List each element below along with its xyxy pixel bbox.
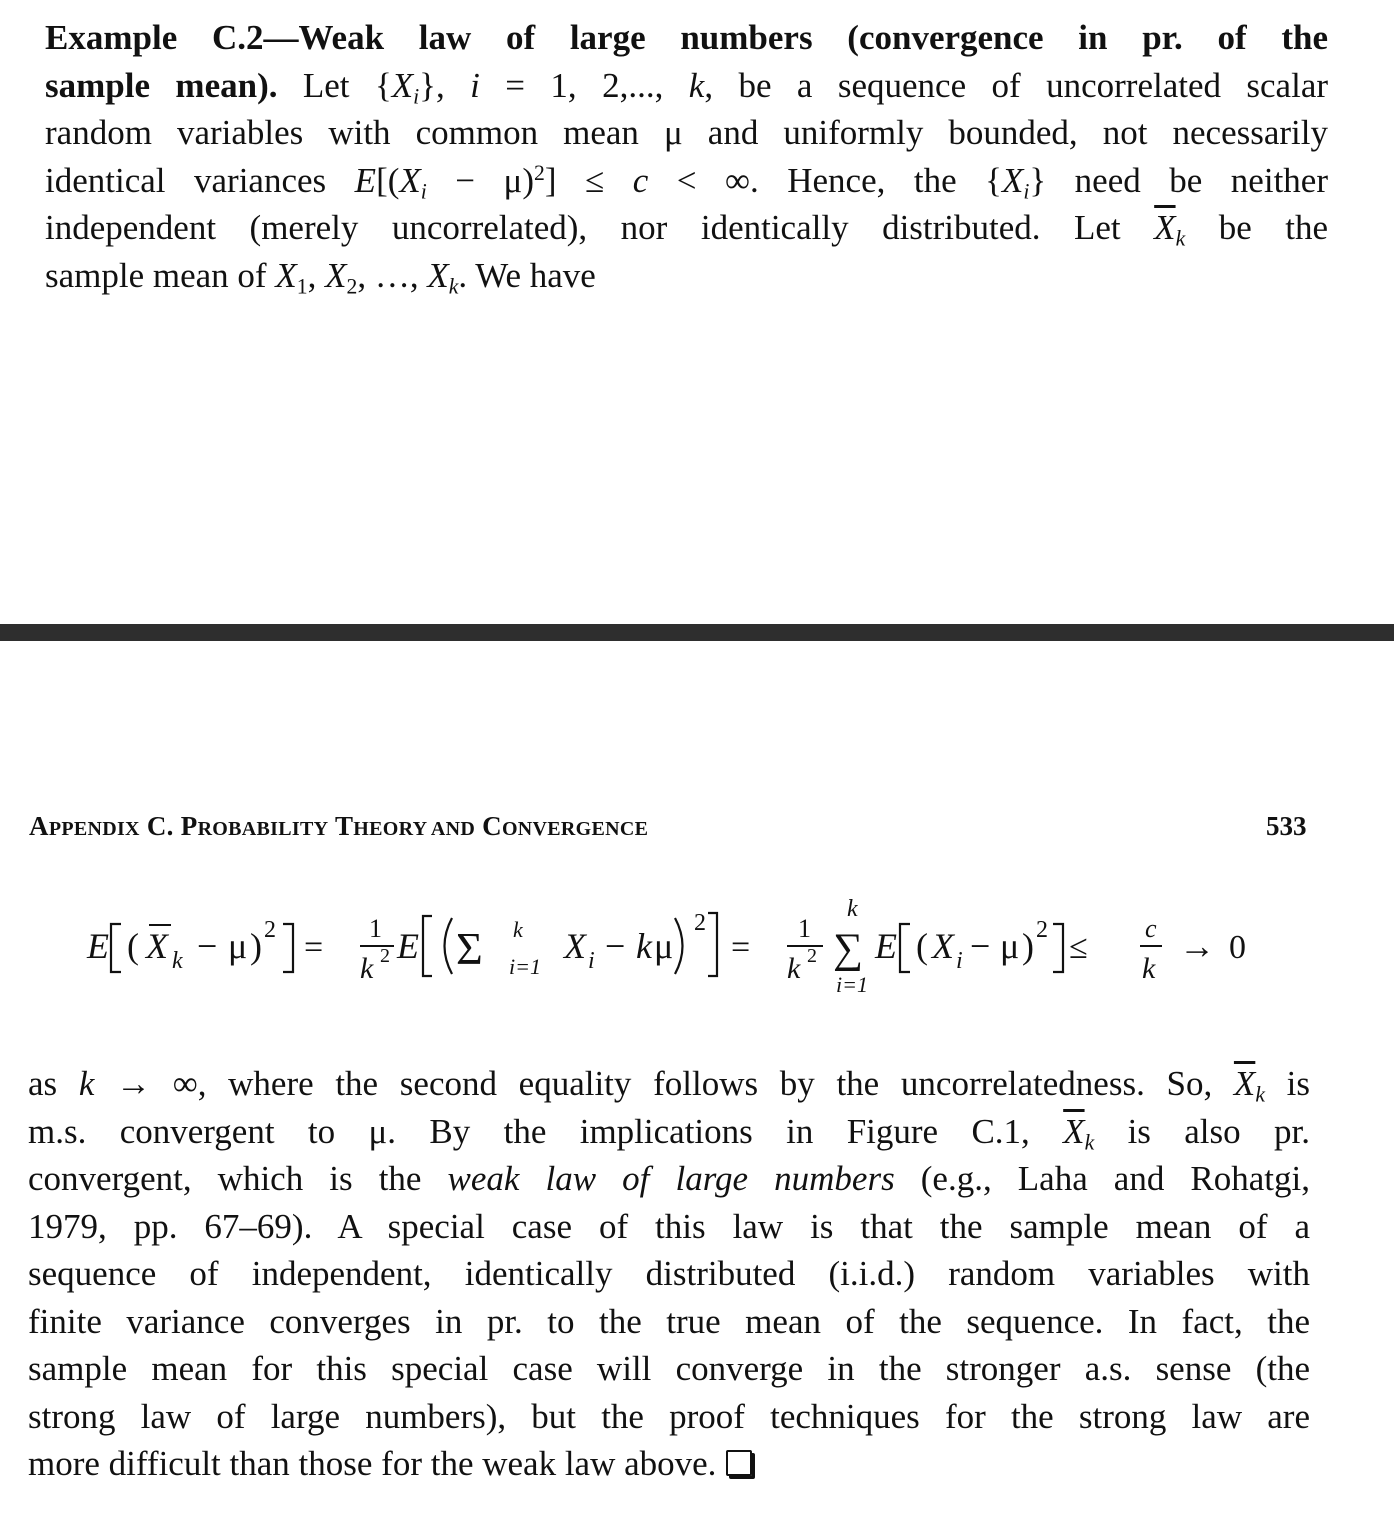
svg-text:c: c	[1145, 914, 1157, 943]
eq-E1: E	[87, 926, 109, 966]
svg-text:(: (	[916, 926, 928, 966]
svg-text:2: 2	[807, 945, 817, 967]
svg-text:1: 1	[369, 914, 382, 943]
page-number: 533	[1266, 811, 1307, 841]
svg-text:2: 2	[380, 945, 390, 967]
svg-text:≤: ≤	[1069, 929, 1088, 966]
svg-text:): )	[1022, 926, 1034, 966]
svg-text:(: (	[127, 926, 139, 966]
svg-text:k: k	[1142, 952, 1156, 985]
text-line: Example C.2—Weak law of large numbers (convergence in pr. of the	[45, 18, 1328, 57]
svg-text:k: k	[513, 917, 523, 942]
svg-text:μ: μ	[228, 926, 248, 966]
text-line: sample mean of $X_1$, $X_2$, …, $X_k$. We have	[45, 255, 596, 298]
conclusion-paragraph	[28, 1060, 1310, 1488]
svg-text:E: E	[875, 926, 897, 966]
page-divider	[0, 624, 1394, 641]
text-line: sample mean for this special case will converge in the stronger a.s. sense (the	[28, 1349, 1310, 1388]
text-line: random variables with common mean μ and uniformly bounded, not necessarily	[45, 113, 1328, 152]
text-line: as k → ∞, where the second equality follows by the uncorrelatedness. So, $\overline{X}_k$ is	[28, 1064, 1310, 1107]
example-paragraph	[45, 14, 1328, 299]
svg-text:=: =	[731, 929, 751, 966]
hollow-square-qed-icon	[726, 1450, 752, 1476]
svg-text:i=1: i=1	[836, 972, 868, 997]
svg-text:→: →	[1179, 926, 1215, 966]
text-line: more difficult than those for the weak law above.	[28, 1440, 1310, 1488]
svg-text:X: X	[146, 926, 168, 966]
text-line: identical variances $E[(X_i - \mu)^2] \le c$ < ∞. Hence, the $\{X_i\}$ need be neither	[45, 160, 1328, 203]
svg-text:i: i	[956, 948, 963, 974]
svg-text:k: k	[636, 926, 652, 966]
svg-text:=: =	[304, 929, 324, 966]
svg-text:): )	[250, 926, 262, 966]
svg-text:2: 2	[694, 910, 706, 936]
svg-text:k: k	[787, 952, 801, 985]
svg-text:X: X	[932, 926, 954, 966]
svg-text:0: 0	[1229, 929, 1246, 966]
svg-text:μ: μ	[1000, 926, 1020, 966]
svg-text:2: 2	[1036, 917, 1048, 943]
svg-text:i: i	[588, 948, 595, 974]
display-equation	[0, 880, 1394, 1020]
text-line: 1979, pp. 67–69). A special case of this law is that the sample mean of a	[28, 1206, 1310, 1246]
svg-text:k: k	[360, 952, 374, 985]
svg-text:k: k	[172, 948, 183, 974]
svg-text:−: −	[970, 926, 991, 966]
text-line: sample mean). Let $\{X_i\}$, i = 1, 2,..., k, be a sequence of uncorrelated scalar	[45, 65, 1329, 108]
svg-text:k: k	[847, 896, 858, 922]
svg-text:2: 2	[264, 917, 276, 943]
svg-text:−: −	[197, 926, 218, 966]
text-line: convergent, which is the weak law of large numbers (e.g., Laha and Rohatgi,	[28, 1159, 1310, 1198]
svg-text:−: −	[605, 926, 626, 966]
svg-text:∑: ∑	[833, 926, 863, 972]
svg-text:Σ: Σ	[456, 923, 483, 974]
text-line: finite variance converges in pr. to the true mean of the sequence. In fact, the	[28, 1301, 1310, 1341]
svg-text:X: X	[564, 926, 586, 966]
text-line: m.s. convergent to μ. By the implications in Figure C.1, $\overline{X}_k$ is also pr.	[28, 1111, 1310, 1154]
svg-text:i=1: i=1	[509, 954, 541, 979]
text-line: independent (merely uncorrelated), nor identically distributed. Let $\overline{X}_k$ be the	[45, 208, 1328, 251]
svg-text:1: 1	[798, 914, 811, 943]
svg-text:E: E	[397, 926, 419, 966]
text-line: sequence of independent, identically distributed (i.i.d.) random variables with	[28, 1254, 1310, 1293]
running-head: APPENDIX C. PROBABILITY THEORY AND CONVERGENCE	[29, 811, 649, 841]
text-line: strong law of large numbers), but the proof techniques for the strong law are	[28, 1396, 1310, 1436]
svg-text:μ: μ	[654, 926, 674, 966]
